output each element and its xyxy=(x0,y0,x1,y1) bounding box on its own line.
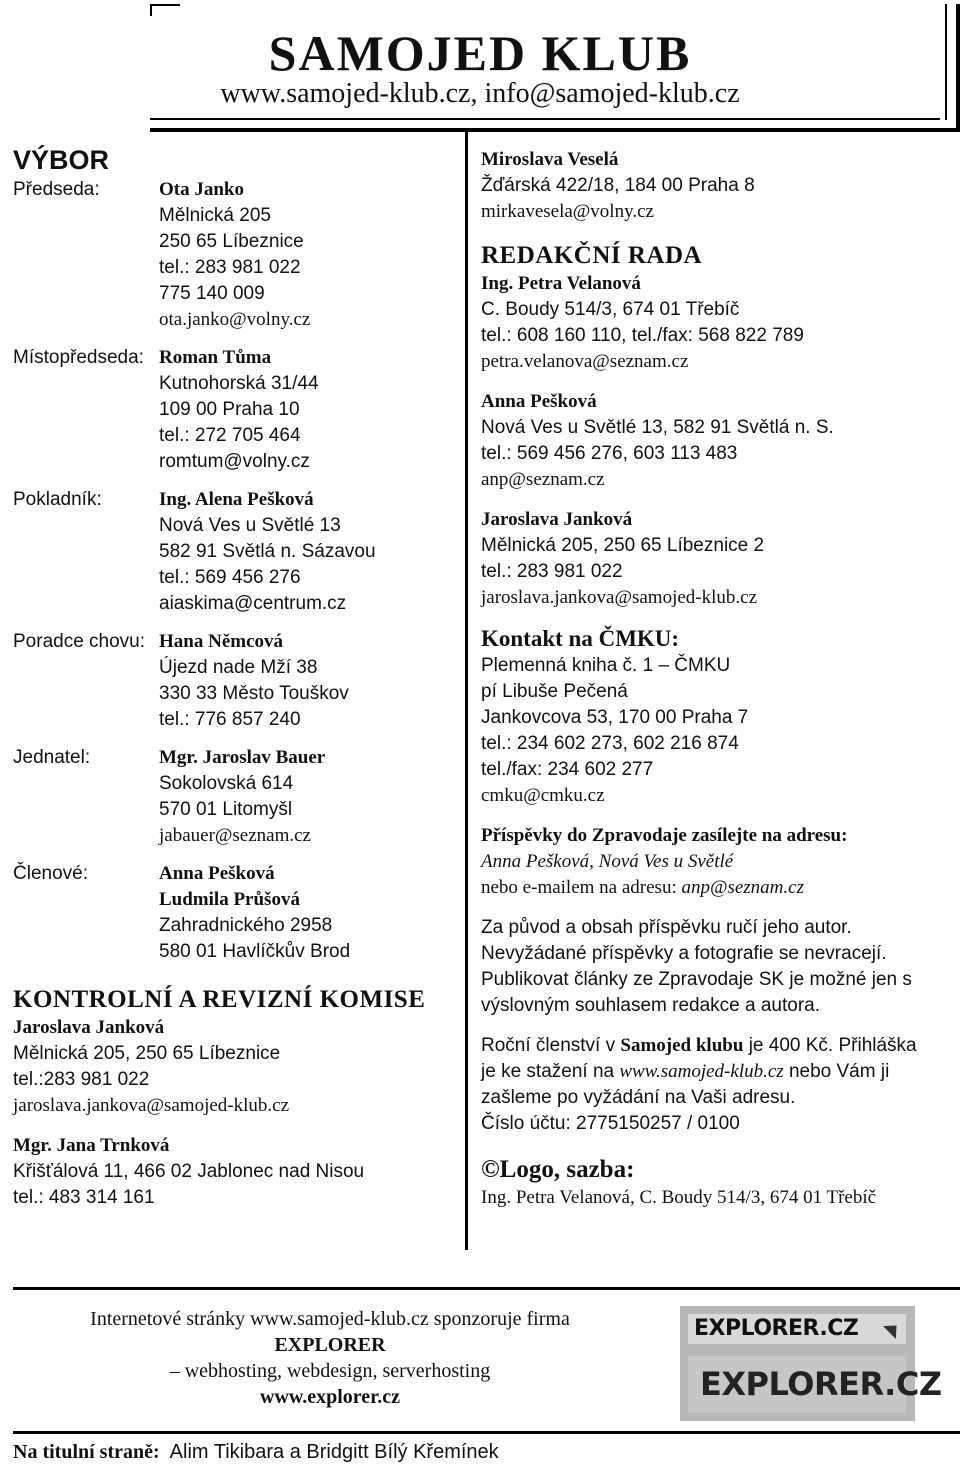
note-block xyxy=(481,915,951,1019)
email-line: mirkavesela@volny.cz xyxy=(481,201,654,222)
phone-line: tel.: 569 456 276 xyxy=(159,567,301,588)
redakce-member xyxy=(481,507,951,611)
address-line: Nová Ves u Světlé 13 xyxy=(159,515,341,536)
address-line: Mělnická 205 xyxy=(159,205,271,226)
text-span: Roční členství v xyxy=(481,1035,621,1056)
prispevky-mail: anp@seznam.cz xyxy=(681,877,804,898)
phone-line: tel.: 608 160 110, tel./fax: 568 822 789 xyxy=(481,325,804,346)
redakce-member xyxy=(481,389,951,493)
address-line: Žďárská 422/18, 184 00 Praha 8 xyxy=(481,175,755,196)
member-name: Ludmila Průšová xyxy=(159,889,300,910)
email-line: jabauer@seznam.cz xyxy=(159,825,311,846)
explorer-logo xyxy=(680,1306,942,1421)
email-line: jaroslava.jankova@samojed-klub.cz xyxy=(13,1095,290,1116)
cmku-line: tel.: 234 602 273, 602 216 874 xyxy=(481,733,739,754)
email-line: ota.janko@volny.cz xyxy=(159,309,311,330)
clenstvi-line xyxy=(481,1059,951,1085)
cmku-email: cmku@cmku.cz xyxy=(481,785,605,806)
sponsor-name: EXPLORER xyxy=(274,1334,386,1356)
member-mistopredseda xyxy=(13,345,463,475)
member-name: Miroslava Veselá xyxy=(481,149,619,170)
note-line: Nevyžádané příspěvky a fotografie se nevracejí. xyxy=(481,943,887,964)
cmku-heading: Kontakt na ČMKU: xyxy=(481,626,680,651)
address-line: 330 33 Město Touškov xyxy=(159,683,349,704)
member-predseda xyxy=(13,177,463,333)
phone-line: tel.: 283 981 022 xyxy=(159,257,301,278)
member-name: Mgr. Jana Trnková xyxy=(13,1135,170,1156)
phone-line: tel.: 272 705 464 xyxy=(159,425,301,446)
explorer-logo-small: EXPLORER.CZ xyxy=(688,1314,906,1344)
footer-divider xyxy=(13,1431,960,1434)
header-web: www.samojed-klub.cz, info@samojed-klub.cz xyxy=(220,78,740,109)
address-line: 570 01 Litomyšl xyxy=(159,799,293,820)
cmku-line: Plemenná kniha č. 1 – ČMKU xyxy=(481,655,731,676)
member-name: Jaroslava Janková xyxy=(481,509,633,530)
role-label: Poradce chovu: xyxy=(13,631,146,652)
member-pokladnik xyxy=(13,487,463,617)
clenstvi-line: zašleme po vyžádání na Vaši adresu. xyxy=(481,1087,796,1108)
address-line: 582 91 Světlá n. Sázavou xyxy=(159,541,376,562)
email-line: romtum@volny.cz xyxy=(159,451,310,472)
explorer-logo-big: EXPLORER.CZ xyxy=(688,1356,906,1413)
address-line: Nová Ves u Světlé 13, 582 91 Světlá n. S. xyxy=(481,417,834,438)
email-line: jaroslava.jankova@samojed-klub.cz xyxy=(481,587,758,608)
account-line: Číslo účtu: 2775150257 / 0100 xyxy=(481,1113,740,1134)
role-label: Předseda: xyxy=(13,179,100,200)
member-name: Anna Pešková xyxy=(481,391,597,412)
role-label: Pokladník: xyxy=(13,489,102,510)
page-title: SAMOJED KLUB xyxy=(268,25,692,81)
member-name: Ota Janko xyxy=(159,179,244,200)
address-line: 580 01 Havlíčkův Brod xyxy=(159,941,351,962)
column-divider xyxy=(465,132,468,1250)
member-name: Jaroslava Janková xyxy=(13,1017,165,1038)
phone-line: 775 140 009 xyxy=(159,283,265,304)
member-poradce xyxy=(13,629,463,733)
komise-member xyxy=(13,1133,463,1211)
komise-heading: KONTROLNÍ A REVIZNÍ KOMISE xyxy=(13,986,426,1013)
member-name: Ing. Alena Pešková xyxy=(159,489,314,510)
address-line: 109 00 Praha 10 xyxy=(159,399,300,420)
text-span: je ke stažení na xyxy=(481,1061,620,1082)
footer-divider xyxy=(13,1287,960,1290)
email-line: petra.velanova@seznam.cz xyxy=(481,351,689,372)
role-label: Jednatel: xyxy=(13,747,91,768)
logo-heading: ©Logo, sazba: xyxy=(481,1156,635,1183)
sponsor-text xyxy=(55,1306,605,1410)
address-line: Zahradnického 2958 xyxy=(159,915,333,936)
member-clenove xyxy=(13,861,463,965)
note-line: Za původ a obsah příspěvku ručí jeho autor. xyxy=(481,917,852,938)
address-line: Sokolovská 614 xyxy=(159,773,294,794)
phone-line: tel.:283 981 022 xyxy=(13,1069,150,1090)
cmku-block xyxy=(481,653,951,809)
note-line: výslovným souhlasem redakce a autora. xyxy=(481,995,820,1016)
prispevky-email-line xyxy=(481,875,951,901)
member-name: Ing. Petra Velanová xyxy=(481,273,641,294)
member-jednatel xyxy=(13,745,463,849)
cmku-line: pí Libuše Pečená xyxy=(481,681,628,702)
prispevky-mail-label: nebo e-mailem na adresu: xyxy=(481,877,682,898)
member-name: Roman Tůma xyxy=(159,347,272,368)
cover-value: Alim Tikibara a Bridgitt Bílý Křemínek xyxy=(169,1441,499,1463)
phone-line: tel.: 283 981 022 xyxy=(481,561,623,582)
clenstvi-block xyxy=(481,1033,951,1137)
text-span: nebo Vám ji xyxy=(783,1061,890,1082)
phone-line: tel.: 483 314 161 xyxy=(13,1187,155,1208)
note-line: Publikovat články ze Zpravodaje SK je možné jen s xyxy=(481,969,912,990)
role-label: Členové: xyxy=(13,863,88,884)
redakce-heading: REDAKČNÍ RADA xyxy=(481,242,703,269)
komise-member xyxy=(13,1015,463,1119)
logo-credit: Ing. Petra Velanová, C. Boudy 514/3, 674 01 Třebíč xyxy=(481,1187,877,1208)
prispevky-address: Anna Pešková, Nová Ves u Světlé xyxy=(481,851,734,872)
phone-line: tel.: 569 456 276, 603 113 483 xyxy=(481,443,738,464)
clenstvi-line xyxy=(481,1033,951,1059)
address-line: Kutnohorská 31/44 xyxy=(159,373,319,394)
email-line: anp@seznam.cz xyxy=(481,469,605,490)
member-name: Hana Němcová xyxy=(159,631,284,652)
website-link[interactable]: www.samojed-klub.cz xyxy=(619,1061,784,1082)
redakce-member xyxy=(481,271,951,375)
cover-label: Na titulní straně: xyxy=(13,1441,160,1463)
vybor-heading: VÝBOR xyxy=(13,145,110,175)
right-column xyxy=(481,145,951,1211)
prispevky-heading: Příspěvky do Zpravodaje zasílejte na adresu: xyxy=(481,825,848,846)
address-line: Mělnická 205, 250 65 Líbeznice xyxy=(13,1043,281,1064)
sponsor-line: – webhosting, webdesign, serverhosting xyxy=(169,1360,491,1382)
address-line: C. Boudy 514/3, 674 01 Třebíč xyxy=(481,299,740,320)
left-column xyxy=(13,145,463,1211)
address-line: Újezd nade Mží 38 xyxy=(159,657,318,678)
sponsor-link[interactable]: www.explorer.cz xyxy=(260,1386,400,1408)
address-line: 250 65 Líbeznice xyxy=(159,231,304,252)
phone-line: tel.: 776 857 240 xyxy=(159,709,301,730)
cover-caption xyxy=(13,1439,499,1465)
text-span: je 400 Kč. Přihláška xyxy=(743,1035,917,1056)
role-label: Místopředseda: xyxy=(13,347,144,368)
cmku-line: Jankovcova 53, 170 00 Praha 7 xyxy=(481,707,749,728)
address-line: Křišťálová 11, 466 02 Jablonec nad Nisou xyxy=(13,1161,365,1182)
member-name: Mgr. Jaroslav Bauer xyxy=(159,747,326,768)
address-line: Mělnická 205, 250 65 Líbeznice 2 xyxy=(481,535,765,556)
contact-vesela xyxy=(481,147,951,225)
member-name: Anna Pešková xyxy=(159,863,275,884)
email-line: aiaskima@centrum.cz xyxy=(159,593,347,614)
sponsor-line: Internetové stránky www.samojed-klub.cz sponzoruje firma xyxy=(90,1308,570,1330)
text-span: Samojed klubu xyxy=(620,1035,744,1056)
cmku-line: tel./fax: 234 602 277 xyxy=(481,759,654,780)
